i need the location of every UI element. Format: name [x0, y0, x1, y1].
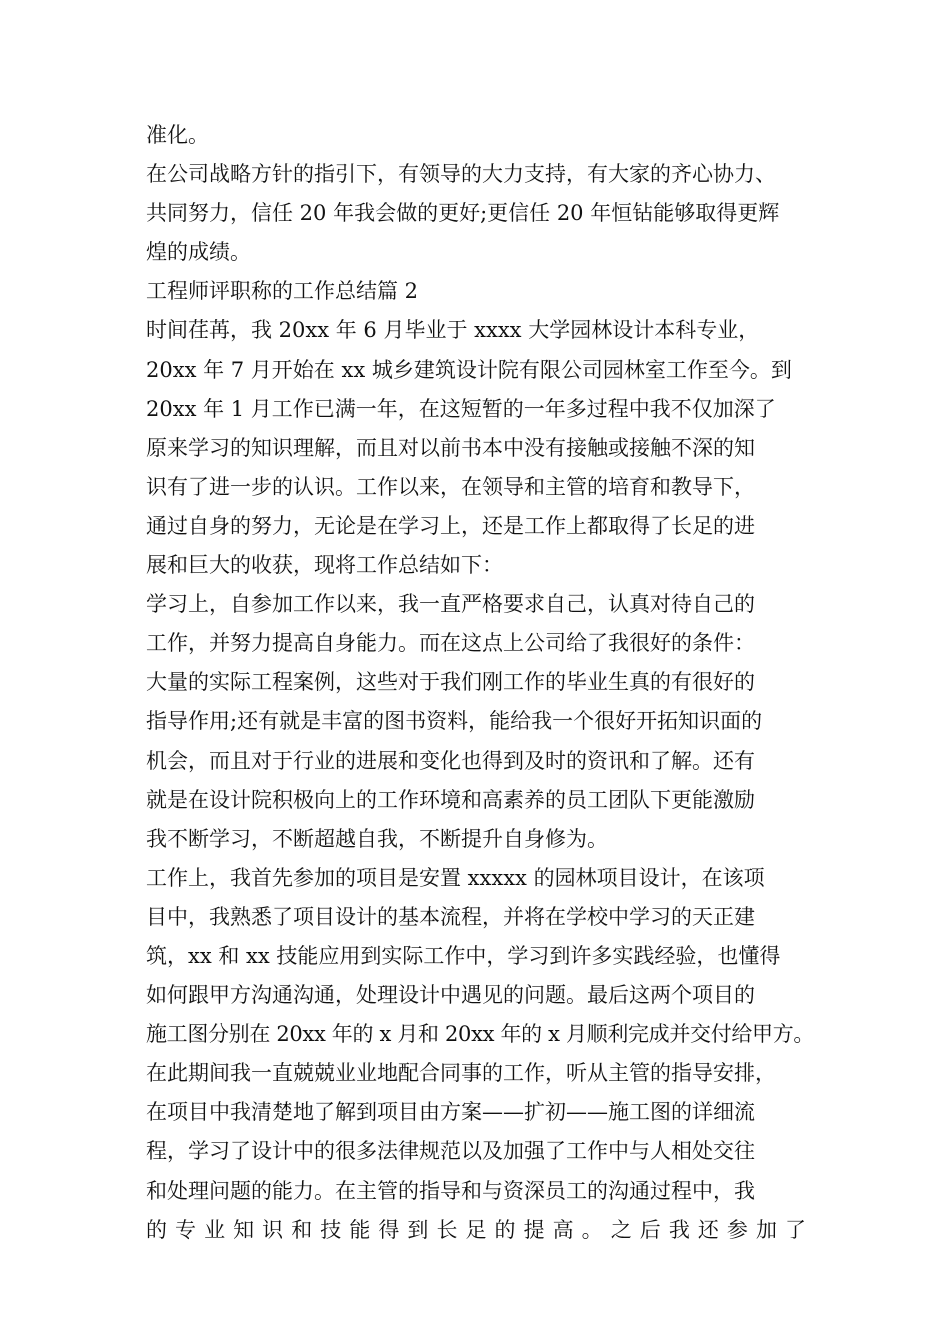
text-line: 指导作用;还有就是丰富的图书资料，能给我一个很好开拓知识面的 — [146, 709, 763, 734]
section-heading: 工程师评职称的工作总结篇 2 — [146, 279, 419, 304]
text-line: 工作，并努力提高自身能力。而在这点上公司给了我很好的条件： — [146, 631, 755, 656]
text-line: 展和巨大的收获，现将工作总结如下： — [146, 553, 503, 578]
text-line: 在项目中我清楚地了解到项目由方案——扩初——施工图的详细流 — [146, 1100, 755, 1125]
text-line: 准化。 — [146, 123, 209, 147]
document-body — [146, 116, 815, 1250]
text-line: 筑，xx 和 xx 技能应用到实际工作中，学习到许多实践经验，也懂得 — [146, 943, 781, 968]
text-line: 共同努力，信任 20 年我会做的更好;更信任 20 年恒钻能够取得更辉 — [146, 201, 780, 226]
text-line: 20xx 年 1 月工作已满一年，在这短暂的一年多过程中我不仅加深了 — [146, 396, 776, 421]
text-line: 机会，而且对于行业的进展和变化也得到及时的资讯和了解。还有 — [146, 748, 755, 773]
text-line: 原来学习的知识理解，而且对以前书本中没有接触或接触不深的知 — [146, 435, 755, 460]
text-line: 学习上，自参加工作以来，我一直严格要求自己，认真对待自己的 — [146, 592, 755, 617]
text-line: 我不断学习，不断超越自我，不断提升自身修为。 — [146, 826, 608, 851]
text-line: 目中，我熟悉了项目设计的基本流程，并将在学校中学习的天正建 — [146, 904, 755, 929]
text-line: 大量的实际工程案例，这些对于我们刚工作的毕业生真的有很好的 — [146, 670, 755, 695]
text-line: 识有了进一步的认识。工作以来，在领导和主管的培育和教导下， — [146, 474, 755, 499]
text-line: 在此期间我一直兢兢业业地配合同事的工作，听从主管的指导安排， — [146, 1061, 776, 1086]
text-line: 的专业知识和技能得到长足的提高。之后我还参加了 — [146, 1217, 806, 1242]
text-line: 就是在设计院积极向上的工作环境和高素养的员工团队下更能激励 — [146, 787, 755, 812]
text-line: 程，学习了设计中的很多法律规范以及加强了工作中与人相处交往 — [146, 1139, 755, 1164]
text-line: 工作上，我首先参加的项目是安置 xxxxx 的园林项目设计，在该项 — [146, 865, 765, 890]
text-line: 和处理问题的能力。在主管的指导和与资深员工的沟通过程中，我 — [146, 1178, 755, 1203]
text-line: 施工图分别在 20xx 年的 x 月和 20xx 年的 x 月顺利完成并交付给甲方。 — [146, 1022, 815, 1047]
text-line: 20xx 年 7 月开始在 xx 城乡建筑设计院有限公司园林室工作至今。到 — [146, 357, 792, 382]
text-line: 煌的成绩。 — [146, 240, 251, 265]
text-line: 如何跟甲方沟通沟通，处理设计中遇见的问题。最后这两个项目的 — [146, 983, 755, 1008]
text-line: 在公司战略方针的指引下，有领导的大力支持，有大家的齐心协力、 — [146, 162, 776, 187]
text-line: 时间荏苒，我 20xx 年 6 月毕业于 xxxx 大学园林设计本科专业， — [146, 318, 760, 343]
text-line: 通过自身的努力，无论是在学习上，还是工作上都取得了长足的进 — [146, 513, 755, 538]
